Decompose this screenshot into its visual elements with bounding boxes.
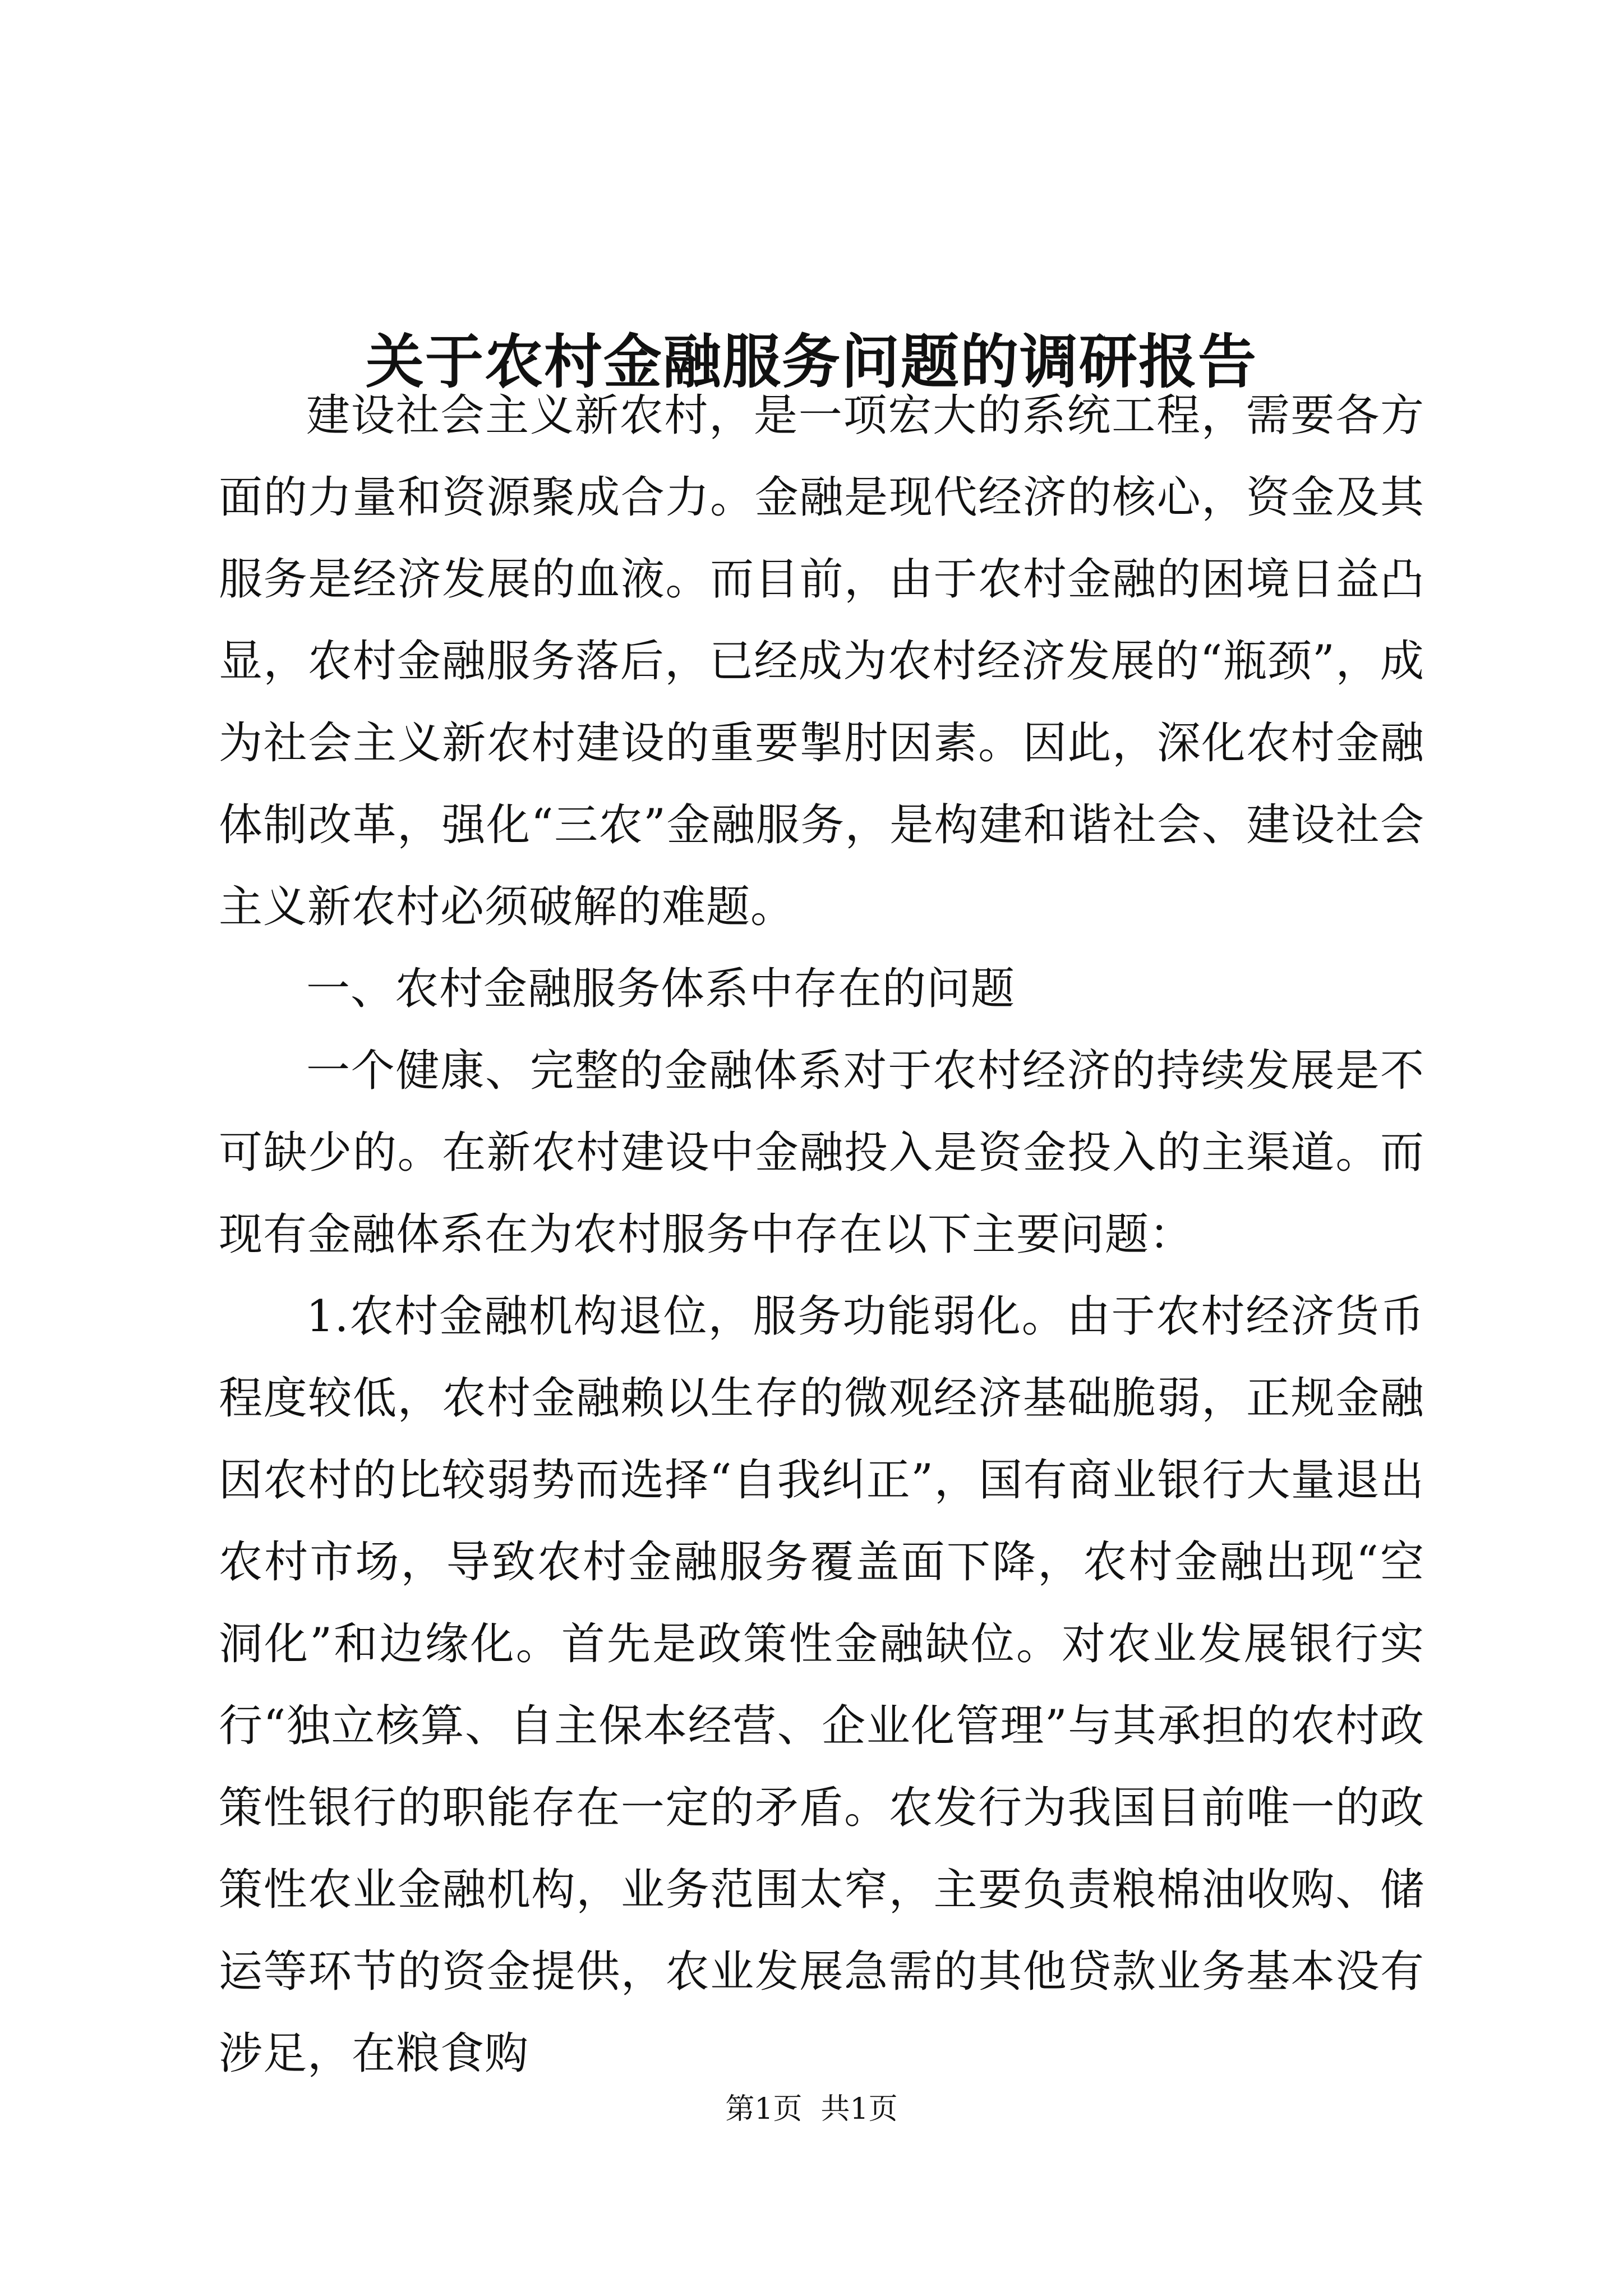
page-footer [0,2090,1623,2129]
point-one-paragraph: 1.农村金融机构退位，服务功能弱化。由于农村经济货币程度较低，农村金融赖以生存的微观经济基础脆弱，正规金融因农村的比较弱势而选择“自我纠正”，国有商业银行大量退出农村市场，导致农村金融服务覆盖面下降，农村金融出现“空洞化”和边缘化。首先是政策性金融缺位。对农业发展银行实行“独立核算、自主保本经营、企业化管理”与其承担的农村政策性银行的职能存在一定的矛盾。农发行为我国目前唯一的政策性农业金融机构，业务范围太窄，主要负责粮棉油收购、储运等环节的资金提供，农业发展急需的其他贷款业务基本没有涉足，在粮食购 [219,1291,1424,2079]
section-heading: 一、农村金融服务体系中存在的问题 [306,964,1016,1014]
document-body [219,375,1424,2095]
footer-total-prefix: 共 [820,2092,850,2126]
footer-page-number: 1 [754,2092,773,2126]
document-title: 关于农村金融服务问题的调研报告 [365,326,1257,396]
footer-page-prefix: 第 [725,2092,755,2126]
footer-page-suffix: 页 [773,2092,803,2126]
footer-total-suffix: 页 [868,2092,898,2126]
footer-total-number: 1 [850,2092,869,2126]
section-intro-paragraph: 一个健康、完整的金融体系对于农村经济的持续发展是不可缺少的。在新农村建设中金融投入是资金投入的主渠道。而现有金融体系在为农村服务中存在以下主要问题： [219,1046,1424,1260]
intro-paragraph: 建设社会主义新农村，是一项宏大的系统工程，需要各方面的力量和资源聚成合力。金融是现代经济的核心，资金及其服务是经济发展的血液。而目前，由于农村金融的困境日益凸显，农村金融服务落后，已经成为农村经济发展的“瓶颈”，成为社会主义新农村建设的重要掣肘因素。因此，深化农村金融体制改革，强化“三农”金融服务，是构建和谐社会、建设社会主义新农村必须破解的难题。 [219,390,1424,932]
